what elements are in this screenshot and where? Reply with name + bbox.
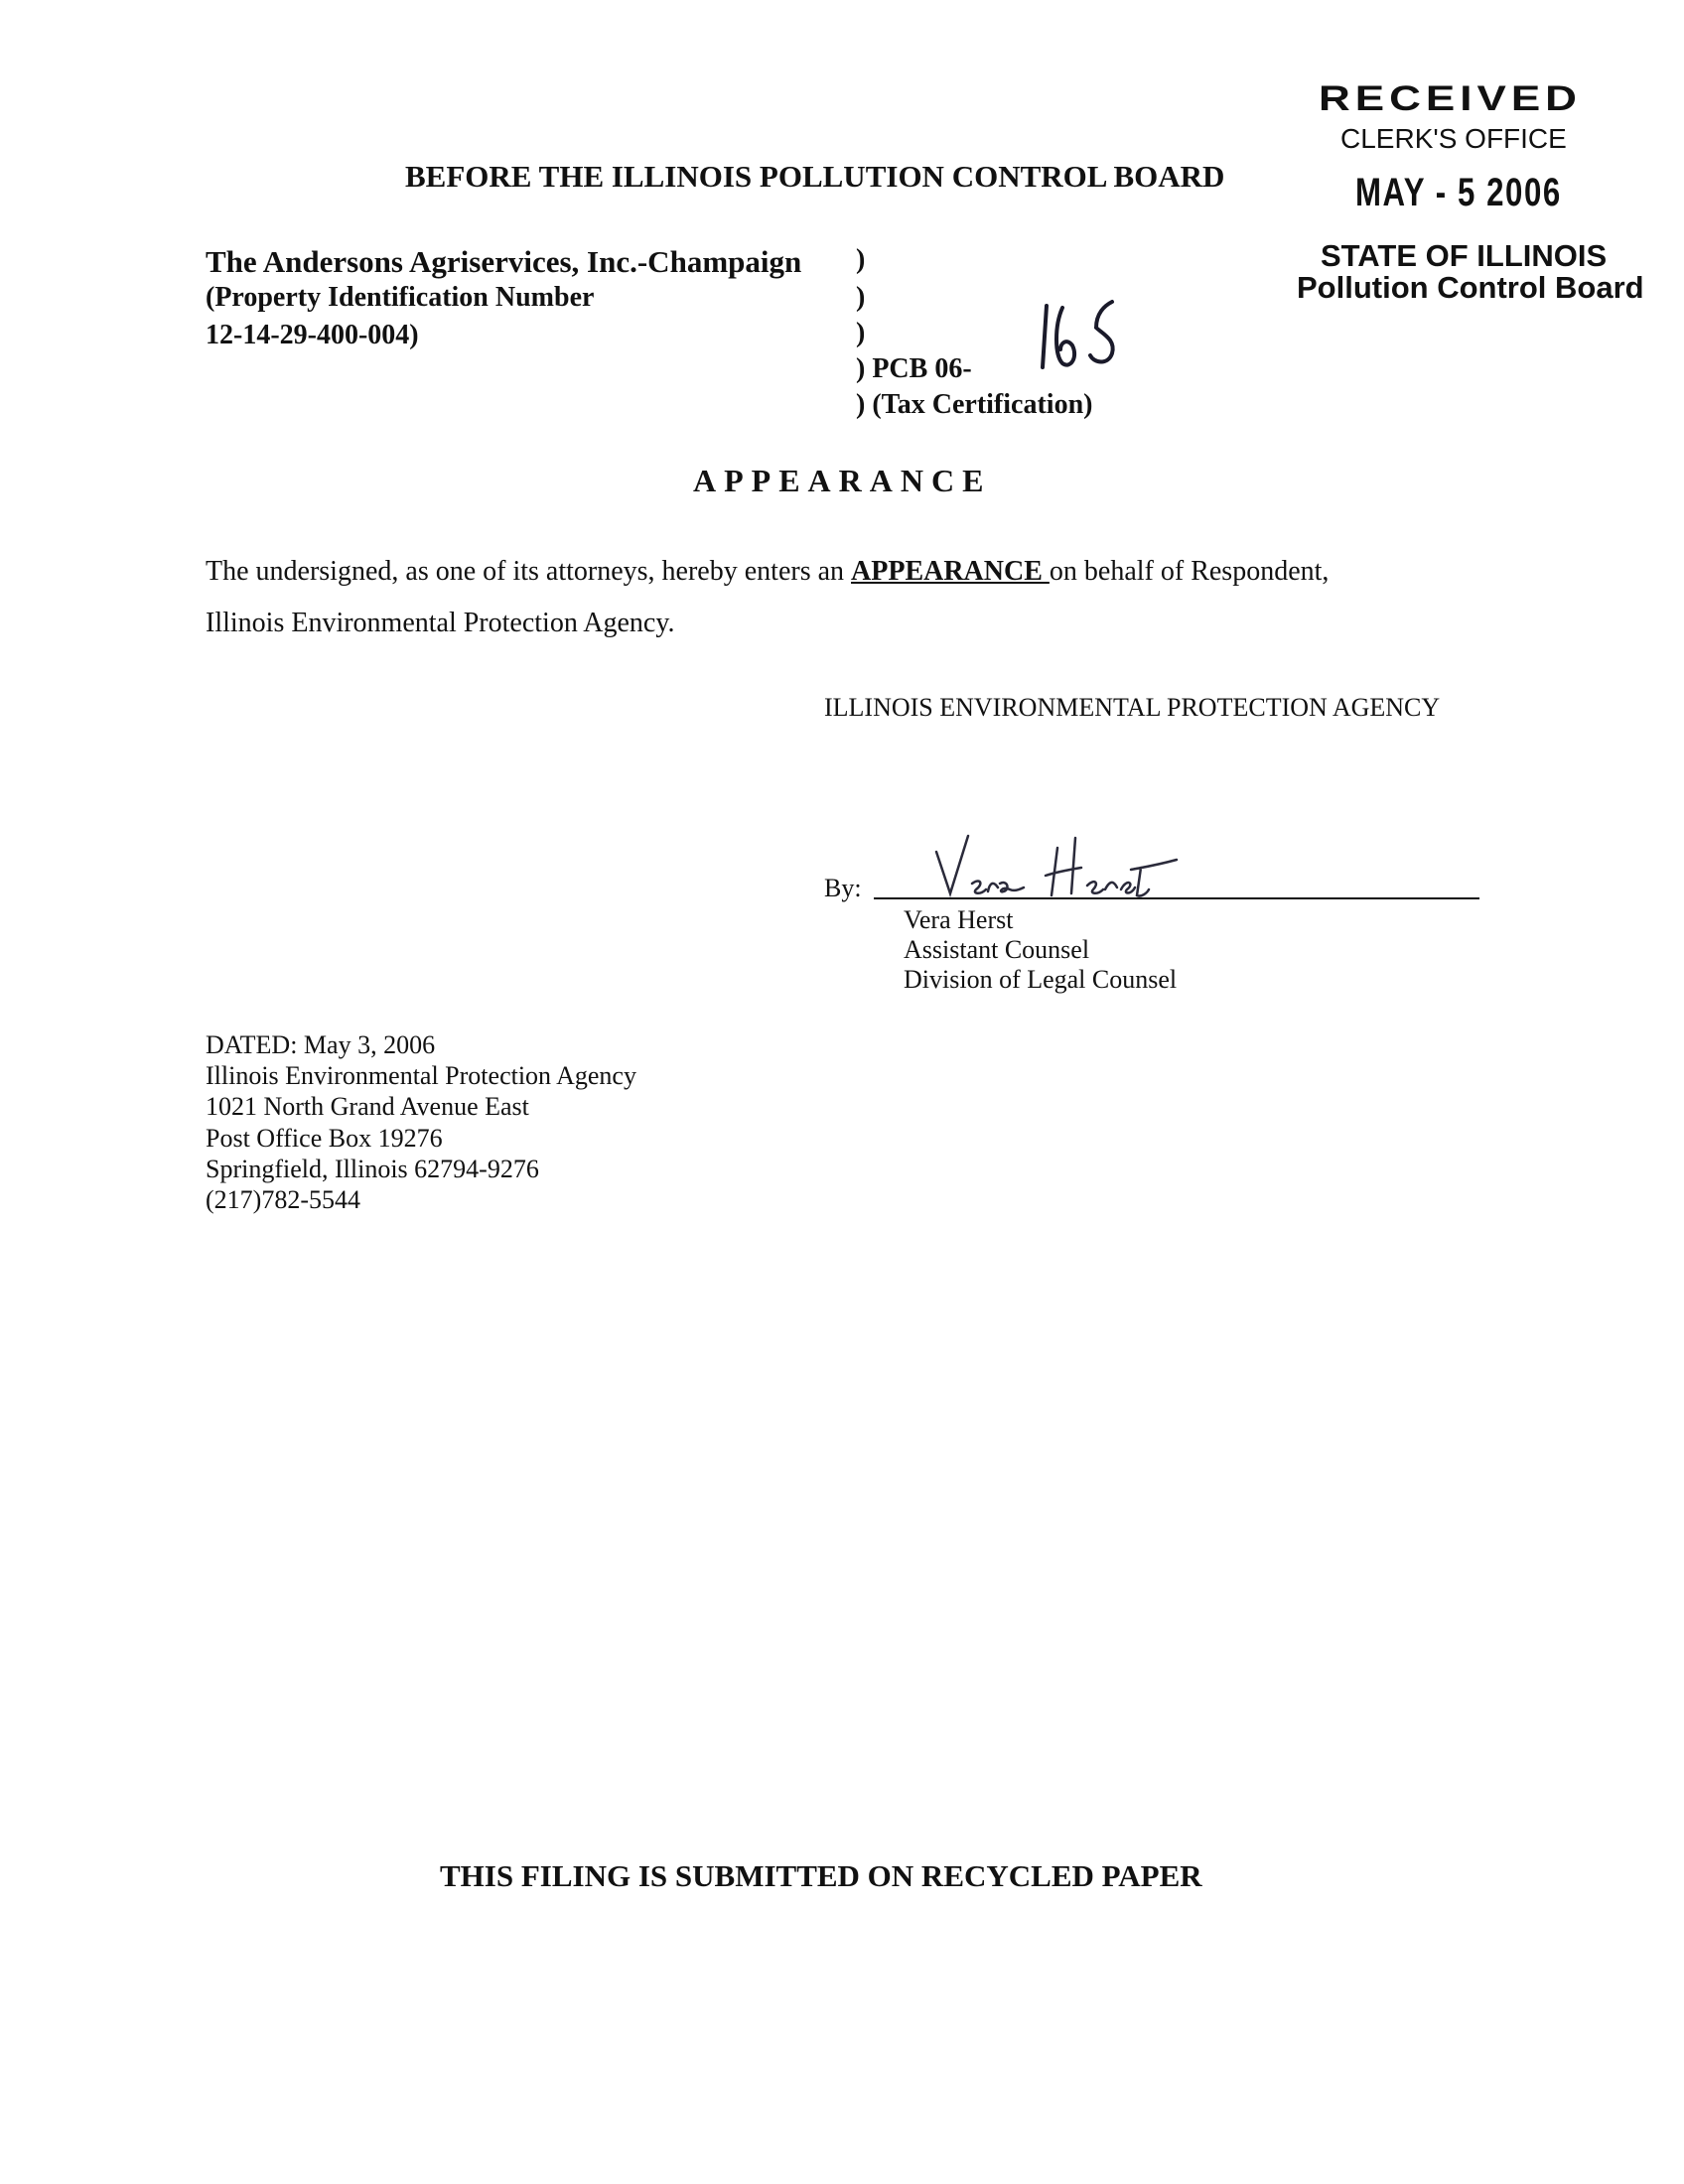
case-type: ) (Tax Certification) [856,389,1093,420]
board-title: BEFORE THE ILLINOIS POLLUTION CONTROL BOARD [405,159,1225,194]
stamp-received: RECEIVED [1319,79,1582,119]
stamp-date: MAY - 5 2006 [1355,171,1562,214]
signature-agency: ILLINOIS ENVIRONMENTAL PROTECTION AGENCY [824,693,1441,722]
address-city: Springfield, Illinois 62794-9276 [206,1155,539,1183]
caption-paren: ) [856,318,866,348]
address-po-box: Post Office Box 19276 [206,1124,443,1153]
recycled-paper-footer: THIS FILING IS SUBMITTED ON RECYCLED PAPER [440,1858,1202,1893]
stamp-board: Pollution Control Board [1297,270,1644,305]
caption-paren: ) [856,282,866,313]
document-title: APPEARANCE [693,463,992,498]
address-agency: Illinois Environmental Protection Agency [206,1061,636,1090]
address-phone: (217)782-5544 [206,1185,360,1214]
stamp-office: CLERK'S OFFICE [1340,123,1567,154]
signer-name: Vera Herst [904,905,1014,934]
dated-line: DATED: May 3, 2006 [206,1030,436,1059]
signer-division: Division of Legal Counsel [904,965,1178,994]
caption-pin-label: (Property Identification Number [206,282,595,313]
caption-pin-value: 12-14-29-400-004) [206,320,419,350]
body-text-before: The undersigned, as one of its attorneys, hereby enters an [206,556,852,587]
case-number-prefix: ) PCB 06- [856,353,972,384]
address-street: 1021 North Grand Avenue East [206,1092,529,1121]
by-label: By: [824,874,862,902]
caption-paren: ) [856,244,866,275]
handwritten-signature [928,832,1216,906]
body-emphasis: APPEARANCE [851,556,1050,587]
body-paragraph-line2: Illinois Environmental Protection Agency. [206,608,675,638]
body-paragraph [206,556,1329,588]
stamp-state: STATE OF ILLINOIS [1321,238,1608,273]
caption-party: The Andersons Agriservices, Inc.-Champaign [206,244,802,279]
body-text-after: on behalf of Respondent, [1049,556,1330,587]
handwritten-case-number [1033,298,1142,382]
signer-title: Assistant Counsel [904,935,1090,964]
